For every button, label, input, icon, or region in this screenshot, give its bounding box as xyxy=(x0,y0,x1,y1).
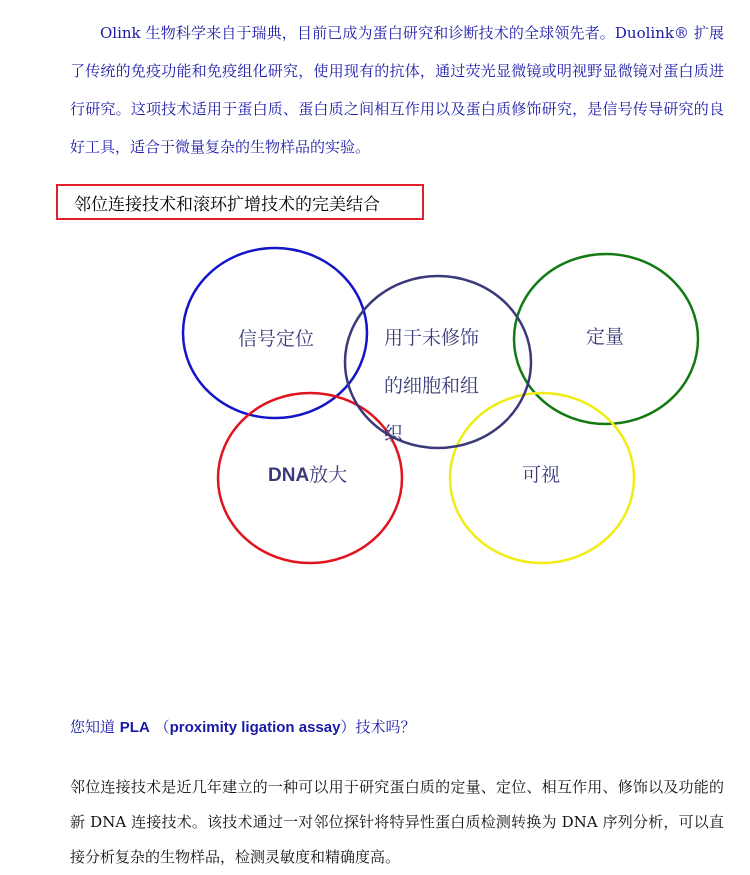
label-quantification: 定量 xyxy=(586,326,625,348)
question-full-name: proximity ligation assay xyxy=(169,719,341,736)
label-dna-prefix: DNA xyxy=(268,465,310,486)
pla-question xyxy=(70,716,415,737)
question-open-paren: （ xyxy=(149,718,170,736)
section-heading: 邻位连接技术和滚环扩增技术的完美结合 xyxy=(74,194,380,215)
label-signal-localization: 信号定位 xyxy=(238,328,315,350)
question-prefix: 您知道 xyxy=(70,718,120,736)
label-visible: 可视 xyxy=(522,464,561,486)
body-paragraph: 邻位连接技术是近几年建立的一种可以用于研究蛋白质的定量、定位、相互作用、修饰以及功能的新 DNA 连接技术。该技术通过一对邻位探针将特异性蛋白质检测转换为 DNA 序列分析，可以直接分析复杂的生物样品，检测灵敏度和精确度高。 xyxy=(70,778,724,866)
label-dna-amplification xyxy=(268,460,347,487)
label-unmodified-cells: 用于未修饰的细胞和组织 xyxy=(384,327,480,445)
section-heading-box xyxy=(56,184,424,220)
intro-paragraph: Olink 生物科学来自于瑞典，目前已成为蛋白研究和诊断技术的全球领先者。Duolink® 扩展了传统的免疫功能和免疫组化研究，使用现有的抗体，通过荧光显微镜或明视野显微镜对蛋白质进行研究。这项技术适用于蛋白质、蛋白质之间相互作用以及蛋白质修饰研究，是信号传导研究的良好工具，适合于微量复杂的生物样品的实验。 xyxy=(70,24,724,156)
question-pla: PLA xyxy=(119,719,150,736)
label-dna-suffix: 放大 xyxy=(309,464,348,486)
question-suffix: ）技术吗？ xyxy=(340,718,416,736)
